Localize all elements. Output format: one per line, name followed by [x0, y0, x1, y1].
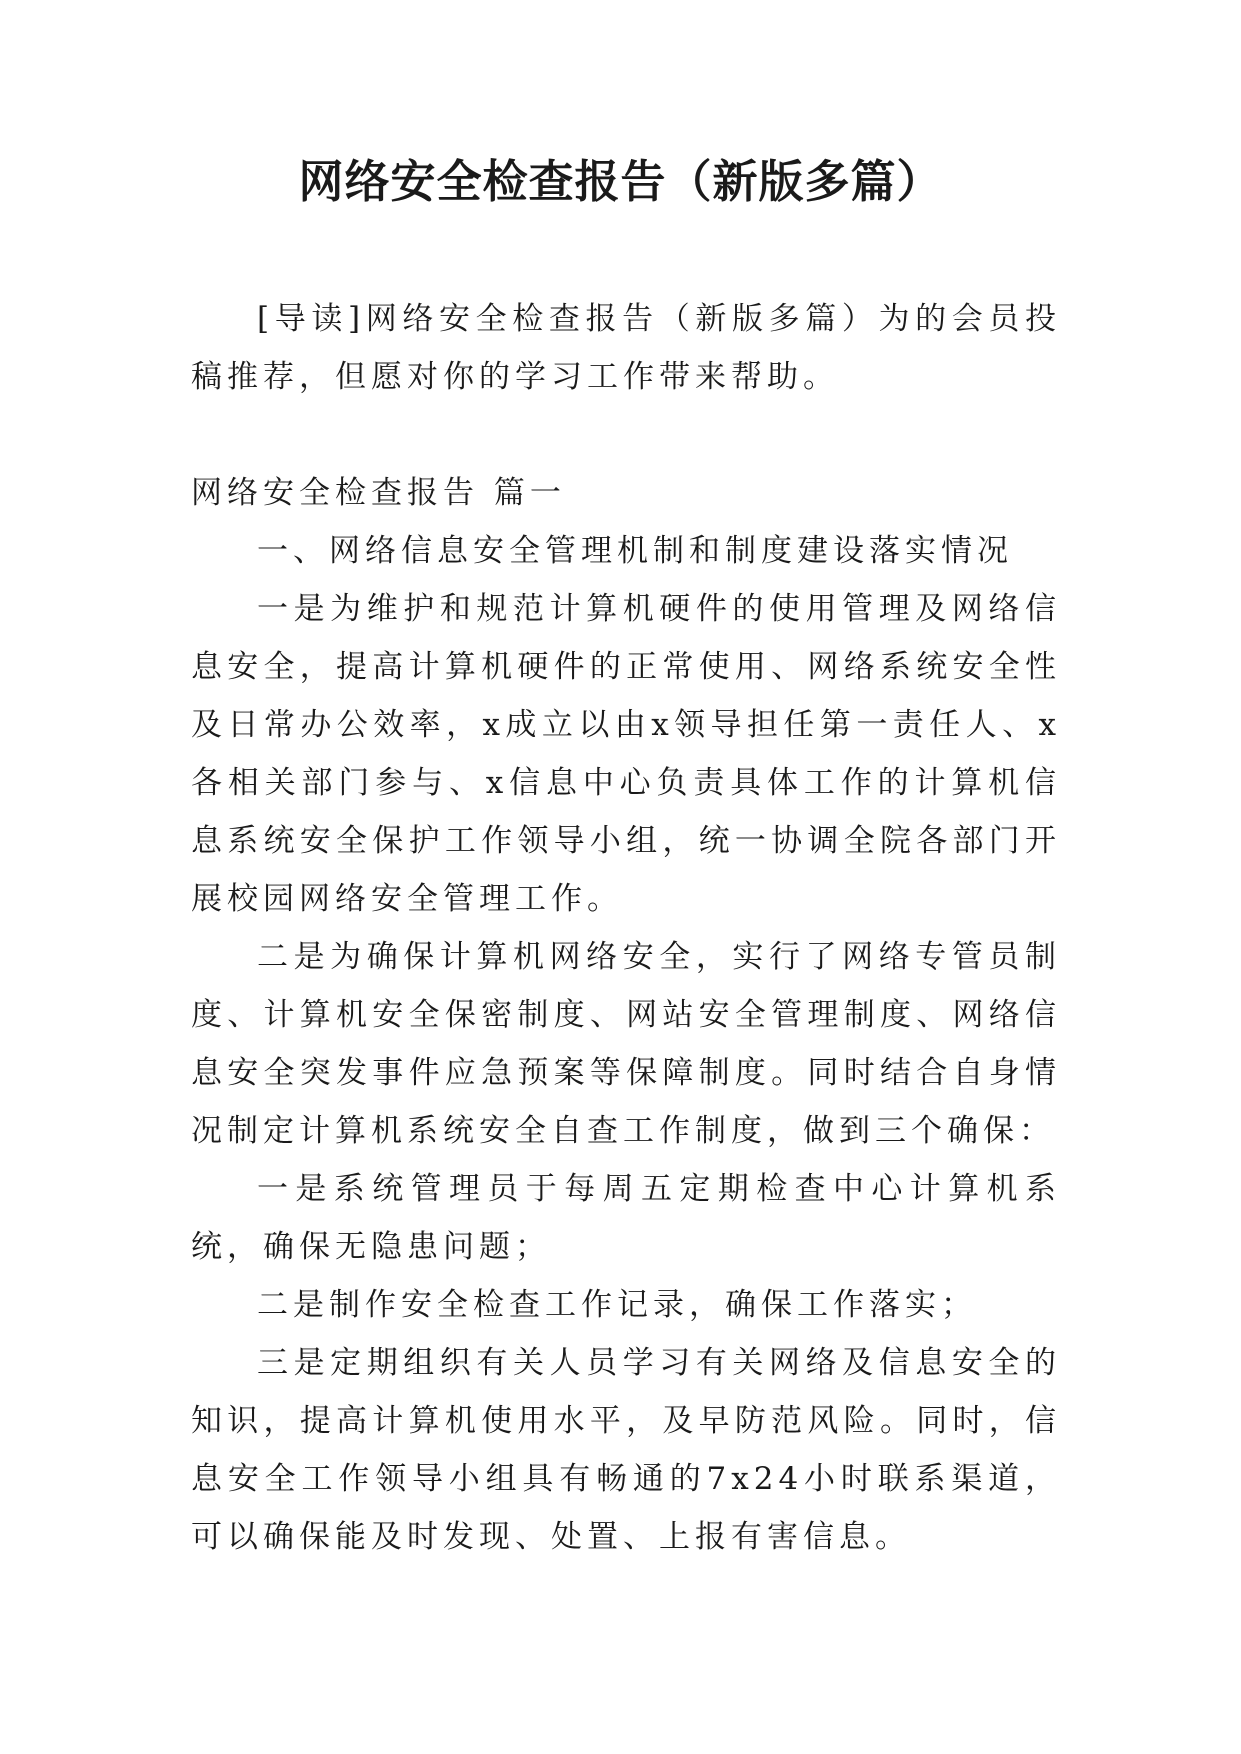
- intro-paragraph: [导读]网络安全检查报告（新版多篇）为的会员投稿推荐，但愿对你的学习工作带来帮助。: [191, 301, 1061, 395]
- paragraph-5: 二是制作安全检查工作记录，确保工作落实；: [257, 1287, 977, 1323]
- paragraph-2: 一是为维护和规范计算机硬件的使用管理及网络信息安全，提高计算机硬件的正常使用、网络系统安全性及日常办公效率，x成立以由x领导担任第一责任人、x各相关部门参与、x信息中心负责具体工作的计算机信息系统安全保护工作领导小组，统一协调全院各部门开展校园网络安全管理工作。: [191, 591, 1061, 917]
- section-heading: 网络安全检查报告 篇一: [191, 475, 566, 511]
- paragraph-3: 二是为确保计算机网络安全，实行了网络专管员制度、计算机安全保密制度、网站安全管理制度、网络信息安全突发事件应急预案等保障制度。同时结合自身情况制定计算机系统安全自查工作制度，做到三个确保：: [191, 939, 1061, 1149]
- document-title: 网络安全检查报告（新版多篇）: [298, 155, 943, 208]
- paragraph-6: 三是定期组织有关人员学习有关网络及信息安全的知识，提高计算机使用水平，及早防范风险。同时，信息安全工作领导小组具有畅通的7x24小时联系渠道，可以确保能及时发现、处置、上报有害信息。: [191, 1345, 1061, 1555]
- paragraph-1: 一、网络信息安全管理机制和制度建设落实情况: [257, 533, 1013, 569]
- document-body: [191, 290, 1061, 1566]
- paragraph-4: 一是系统管理员于每周五定期检查中心计算机系统，确保无隐患问题；: [191, 1171, 1061, 1265]
